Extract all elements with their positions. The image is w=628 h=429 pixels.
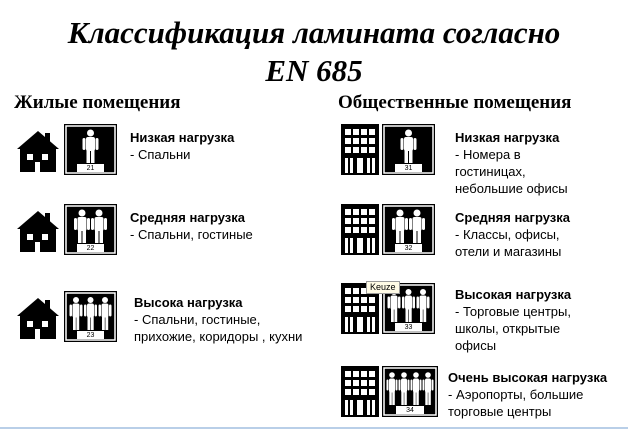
house-icon	[15, 124, 61, 175]
residential-heading: Жилые помещения	[14, 92, 181, 113]
page-title-standard: EN 685	[265, 53, 363, 88]
class-code: 33	[404, 324, 413, 331]
class-code: 21	[86, 165, 95, 172]
room-types: - Классы, офисы,	[455, 227, 560, 242]
load-label: Низкая нагрузка	[455, 130, 560, 145]
class-33-text	[455, 286, 571, 354]
load-label: Средняя нагрузка	[130, 210, 245, 225]
class-code: 22	[86, 245, 95, 252]
room-types: отели и магазины	[455, 244, 562, 259]
load-label: Низкая нагрузка	[130, 130, 235, 145]
room-types: торговые центры	[448, 404, 552, 419]
room-types: прихожие, коридоры , кухни	[134, 329, 303, 344]
class-31-text	[455, 129, 568, 197]
house-icon	[15, 204, 61, 255]
tooltip: Keuze	[366, 281, 400, 294]
building-icon	[341, 204, 379, 255]
class-23-text	[134, 294, 302, 345]
load-label: Высока нагрузка	[134, 295, 243, 310]
load-label: Очень высокая нагрузка	[448, 370, 608, 385]
class-34-text	[448, 369, 607, 420]
room-types: гостиницах,	[455, 164, 526, 179]
room-types: - Аэропорты, большие	[448, 387, 584, 402]
room-types: небольшие офисы	[455, 181, 568, 196]
building-icon	[341, 366, 379, 417]
room-types: - Спальни	[130, 147, 191, 162]
class-code: 32	[404, 245, 413, 252]
load-label: Средняя нагрузка	[455, 210, 570, 225]
class-code: 31	[404, 165, 413, 172]
class-21-text	[130, 129, 234, 163]
room-types: - Спальни, гостиные,	[134, 312, 261, 327]
load-label: Высокая нагрузка	[455, 287, 572, 302]
commercial-heading: Общественные помещения	[338, 92, 572, 113]
class-code: 23	[86, 332, 95, 339]
room-types: - Торговые центры,	[455, 304, 571, 319]
building-icon	[341, 124, 379, 175]
class-code: 34	[406, 407, 414, 414]
page-title: Классификация ламината согласно	[67, 15, 561, 50]
room-types: школы, открытые	[455, 321, 561, 336]
room-types: офисы	[455, 338, 497, 353]
class-22-text	[130, 209, 253, 243]
house-icon	[15, 291, 61, 342]
room-types: - Номера в	[455, 147, 521, 162]
class-32-text	[455, 209, 570, 260]
room-types: - Спальни, гостиные	[130, 227, 253, 242]
